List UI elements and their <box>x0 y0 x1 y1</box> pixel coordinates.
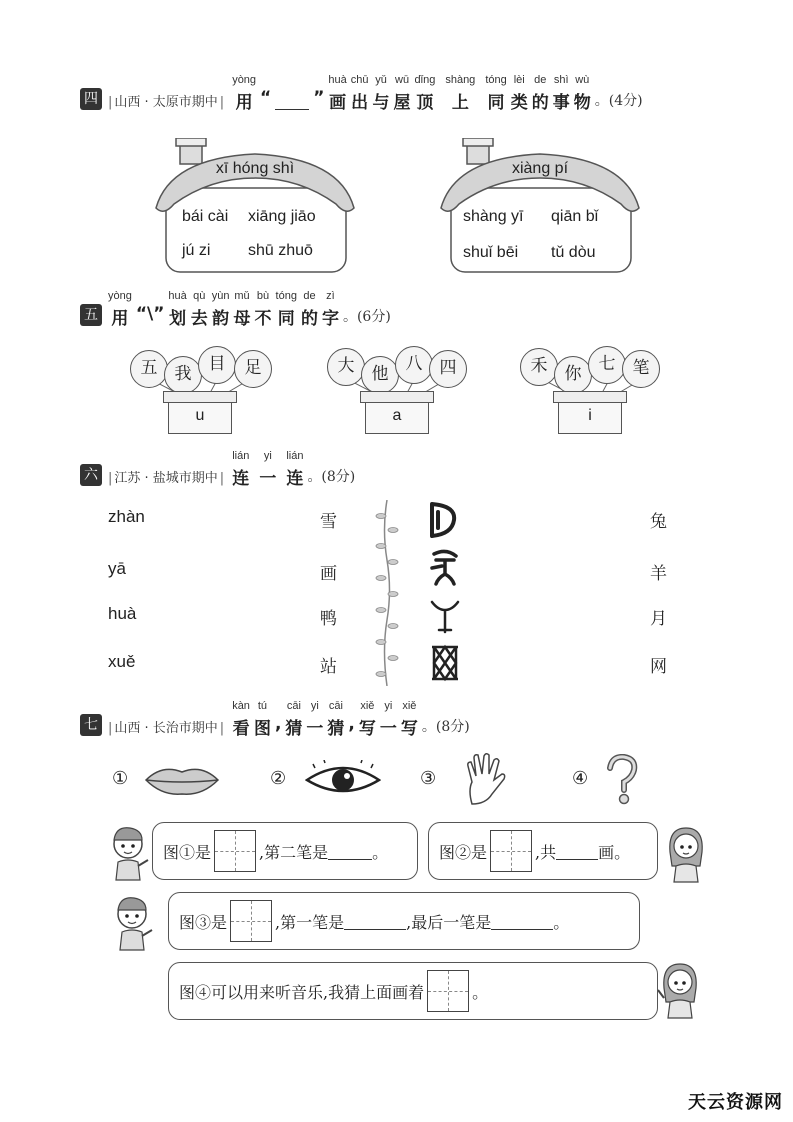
q4-title-char: shì 事 <box>552 74 570 113</box>
balloon-char[interactable]: 大 <box>327 348 365 386</box>
hand-icon <box>462 752 512 808</box>
house-word[interactable]: qiān bǐ <box>551 208 599 225</box>
q4-title-char: huà 画 <box>328 74 347 113</box>
q5-title-char: qù 去 <box>190 290 208 329</box>
balloon-group <box>325 342 475 437</box>
boy-avatar-icon <box>104 822 152 882</box>
q4-title-char: dǐng 顶 <box>414 74 436 113</box>
answer-blank[interactable] <box>344 912 406 930</box>
balloon-group <box>520 342 670 437</box>
match-right-char[interactable]: 网 <box>650 657 667 677</box>
q7-source: | 山西 · 长治市期中 | <box>106 717 226 736</box>
bubble-text: 。 <box>472 982 489 1002</box>
speech-bubble <box>168 962 658 1020</box>
bubble-text: 。 <box>553 912 570 932</box>
match-pinyin[interactable]: huà <box>108 604 137 623</box>
q6-header <box>80 446 356 489</box>
q7-title-char: cāi 猜 <box>285 700 303 739</box>
q7-title-char: , <box>274 714 282 734</box>
balloon-char[interactable]: 四 <box>429 350 467 388</box>
balloon-char[interactable]: 他 <box>361 356 399 394</box>
match-char[interactable]: 站 <box>320 657 337 677</box>
answer-blank[interactable] <box>491 912 553 930</box>
tian-grid-box[interactable] <box>490 830 532 872</box>
q5-title-char: huà 划 <box>168 290 187 329</box>
boy-avatar-icon <box>108 892 156 952</box>
ancient-moon-glyph-icon <box>426 500 460 540</box>
answer-blank[interactable] <box>328 842 372 860</box>
q5-title-char: de 的 <box>300 290 318 329</box>
balloon-char[interactable]: 笔 <box>622 350 660 388</box>
q4-title-char: chū 出 <box>350 74 369 113</box>
q4-title-char: yǔ 与 <box>372 74 390 113</box>
q4-title-char: de 的 <box>531 74 549 113</box>
watermark: 天云资源网 <box>688 1092 783 1113</box>
q6-source: | 江苏 · 盐城市期中 | <box>106 467 226 486</box>
match-right-char[interactable]: 月 <box>650 609 667 629</box>
q7-score: 。(8分) <box>421 719 470 735</box>
picture-label: ② <box>270 768 287 789</box>
q4-title-char: yòng 用 <box>232 74 257 113</box>
q4-title-char: wù 物 <box>573 74 591 113</box>
girl-avatar-icon <box>662 822 710 884</box>
bubble-text: 图④可以用来听音乐,我猜上面画着 <box>179 982 425 1002</box>
flower-pot-vowel: i <box>558 400 622 434</box>
house-card <box>150 138 360 278</box>
match-right-char[interactable]: 羊 <box>650 564 667 584</box>
answer-blank[interactable] <box>556 842 598 860</box>
picture-label: ④ <box>572 768 589 789</box>
q5-header <box>80 286 391 329</box>
q6-title-char: lián 连 <box>286 450 304 489</box>
q7-header <box>80 696 470 739</box>
q5-number: 五 <box>80 304 102 326</box>
house-word[interactable]: shuǐ bēi <box>463 244 519 261</box>
ancient-rabbit-glyph-icon <box>428 548 462 588</box>
match-char[interactable]: 画 <box>320 564 337 584</box>
house-word[interactable]: shàng yī <box>463 208 524 225</box>
flower-pot-vowel: u <box>168 400 232 434</box>
balloon-char[interactable]: 足 <box>234 350 272 388</box>
speech-bubble <box>152 822 418 880</box>
balloon-char[interactable]: 你 <box>554 356 592 394</box>
match-pinyin[interactable]: yā <box>108 559 126 578</box>
q7-title-char: , <box>348 714 355 734</box>
tian-grid-box[interactable] <box>427 970 469 1012</box>
q4-title-char: ” <box>313 88 325 108</box>
q5-title-char: “\” <box>135 304 165 324</box>
q4-source: | 山西 · 太原市期中 | <box>106 91 226 110</box>
q5-title-char: yùn 韵 <box>211 290 230 329</box>
house-word[interactable]: xiāng jiāo <box>248 208 316 225</box>
house-card <box>435 138 645 278</box>
ancient-net-glyph-icon <box>428 644 462 682</box>
q7-title-char: tú 图 <box>253 700 271 739</box>
q7-title-char: xiě 写 <box>358 700 376 739</box>
house-word[interactable]: tǔ dòu <box>551 244 596 261</box>
q7-title-char: kàn 看 <box>232 700 250 739</box>
match-pinyin[interactable]: zhàn <box>108 507 145 526</box>
q4-title-char: “ <box>260 88 272 108</box>
match-char[interactable]: 鸭 <box>320 609 337 629</box>
house-word[interactable]: shū zhuō <box>248 242 313 259</box>
match-right-char[interactable]: 兔 <box>650 512 667 532</box>
match-pinyin[interactable]: xuě <box>108 652 136 671</box>
balloon-char[interactable]: 目 <box>198 346 236 384</box>
bubble-text: 图②是 <box>439 842 488 862</box>
balloon-char[interactable]: 七 <box>588 346 626 384</box>
house-word[interactable]: bái cài <box>182 208 229 225</box>
q5-title-char: yòng 用 <box>108 290 132 329</box>
q6-title-char: yi 一 <box>259 450 277 489</box>
bubble-text: ,第一笔是 <box>275 912 345 932</box>
q4-title-char: shàng 上 <box>445 74 476 113</box>
q5-score: 。(6分) <box>342 309 391 325</box>
bubble-text: 图③是 <box>179 912 228 932</box>
q4-title-char: lèi 类 <box>510 74 528 113</box>
bubble-text: 画。 <box>598 842 631 862</box>
q7-title-char: yi 一 <box>379 700 397 739</box>
ancient-sheep-glyph-icon <box>428 596 462 636</box>
bubble-text: 图①是 <box>163 842 212 862</box>
q7-number: 七 <box>80 714 102 736</box>
tian-grid-box[interactable] <box>214 830 256 872</box>
house-word[interactable]: jú zi <box>182 242 211 259</box>
house-roof-word: xī hóng shì <box>215 160 295 177</box>
q6-score: 。(8分) <box>307 469 356 485</box>
match-char[interactable]: 雪 <box>320 512 337 532</box>
flower-pot-vowel: a <box>365 400 429 434</box>
q4-blank-line <box>275 94 309 110</box>
vine-divider-icon <box>372 500 402 686</box>
q6-title-char: lián 连 <box>232 450 250 489</box>
balloon-char[interactable]: 禾 <box>520 348 558 386</box>
q7-title-char: yi 一 <box>306 700 324 739</box>
bubble-text: ,最后一笔是 <box>406 912 492 932</box>
speech-bubble <box>168 892 640 950</box>
bubble-text: 。 <box>372 842 389 862</box>
q5-title-char: bù 不 <box>254 290 272 329</box>
bubble-text: ,共 <box>535 842 557 862</box>
balloon-char[interactable]: 八 <box>395 346 433 384</box>
picture-label: ① <box>112 768 129 789</box>
question-mark-icon <box>604 754 640 806</box>
q5-title-char: zì 字 <box>321 290 339 329</box>
q5-title-char: tóng 同 <box>275 290 297 329</box>
q6-number: 六 <box>80 464 102 486</box>
eye-icon <box>305 760 381 800</box>
picture-label: ③ <box>420 768 437 789</box>
q4-number: 四 <box>80 88 102 110</box>
q4-header <box>80 70 643 113</box>
balloon-char[interactable]: 我 <box>164 356 202 394</box>
balloon-char[interactable]: 五 <box>130 350 168 388</box>
q5-title-char: mǔ 母 <box>233 290 251 329</box>
q4-title-char: tóng 同 <box>485 74 507 113</box>
balloon-group <box>128 342 278 437</box>
speech-bubble <box>428 822 658 880</box>
lips-icon <box>142 762 222 798</box>
tian-grid-box[interactable] <box>230 900 272 942</box>
q7-title-char: xiě 写 <box>400 700 418 739</box>
girl-avatar-icon <box>656 958 704 1020</box>
house-roof-word: xiàng pí <box>511 160 569 177</box>
q7-title-char: cāi 猜 <box>327 700 345 739</box>
q4-score: 。(4分) <box>594 93 643 109</box>
bubble-text: ,第二笔是 <box>259 842 329 862</box>
q4-title-char: wū 屋 <box>393 74 411 113</box>
